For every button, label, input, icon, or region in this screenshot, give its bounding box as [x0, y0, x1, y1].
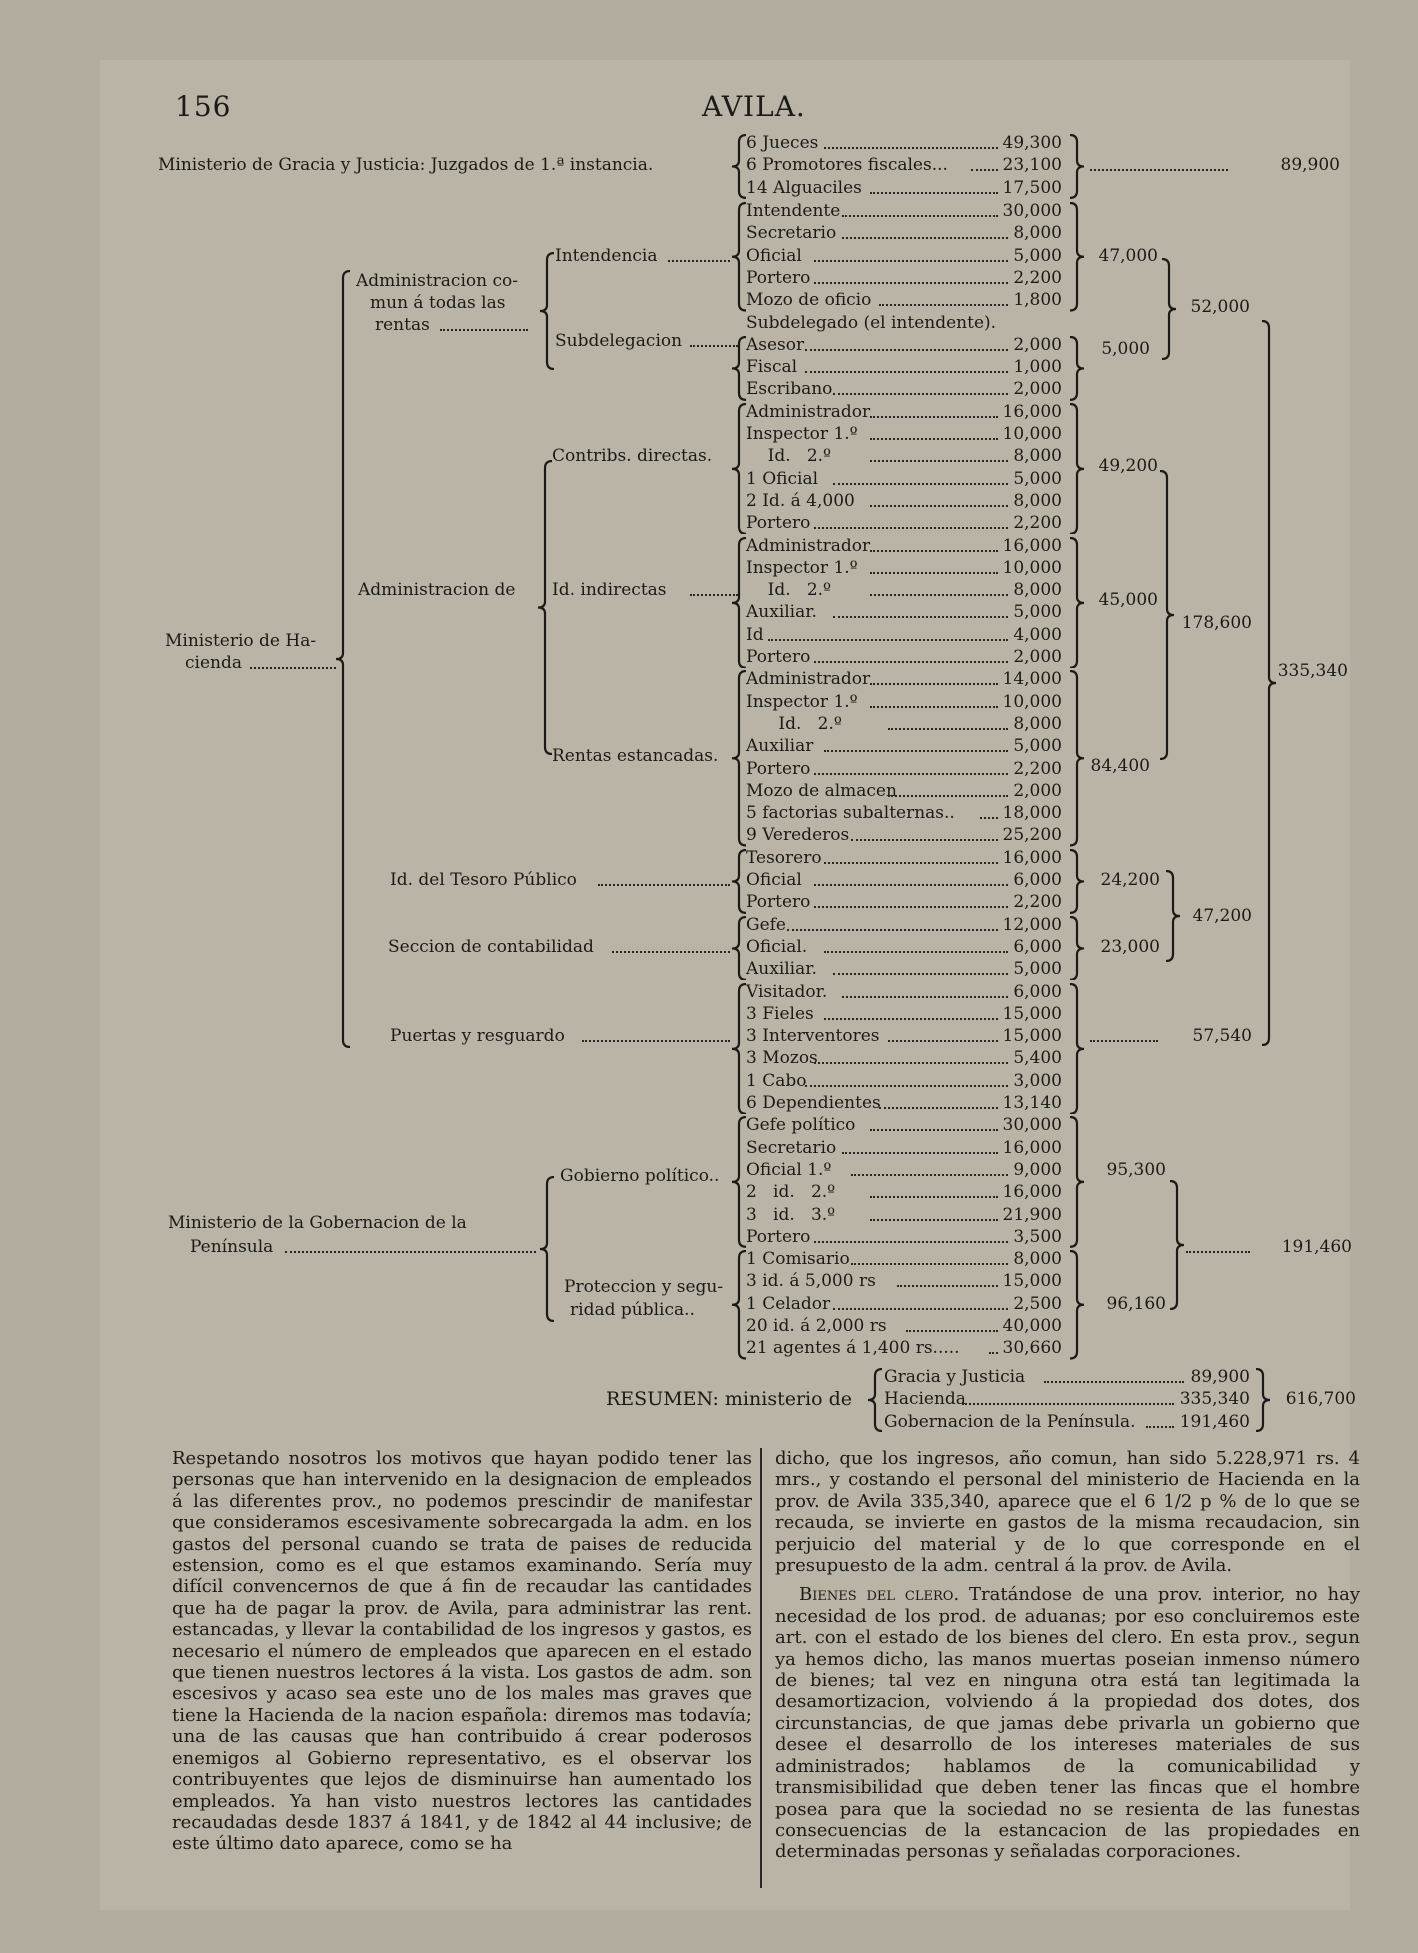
directas-row-label: Portero [746, 513, 811, 534]
tesoro-row-value: 16,000 [1002, 847, 1062, 868]
puertas-row-leader [879, 1107, 998, 1109]
estancadas-row-value: 10,000 [1002, 691, 1062, 712]
contabilidad-row-close-brace [1070, 916, 1086, 981]
directas-row-leader [833, 483, 1008, 485]
resumen-row-label: Gracia y Justicia [884, 1367, 1026, 1387]
directas-row-label: Inspector 1.º [746, 424, 858, 444]
estancadas-row-value: 25,200 [1002, 825, 1062, 846]
proteccion-row-label: 21 agentes á 1,400 rs..... [746, 1338, 960, 1359]
proteccion-subtotal: 96,160 [1106, 1293, 1166, 1314]
estancadas-row-leader [824, 750, 1008, 752]
directas-row-leader [870, 416, 998, 418]
comun-total: 52,000 [1190, 297, 1250, 317]
puertas-row-label: 3 Interventores [746, 1026, 880, 1047]
estancadas-row-value: 2,000 [1013, 780, 1062, 801]
leader-dots [1090, 1040, 1158, 1042]
comun-brace [1162, 258, 1178, 360]
politico-row-open-brace [732, 1116, 748, 1248]
politico-row-leader [870, 1129, 998, 1131]
gracia-label: Ministerio de Gracia y Justicia: Juzgados de 1.ª instancia. [158, 155, 654, 176]
proteccion-row-label: 20 id. á 2,000 rs [746, 1316, 887, 1336]
politico-row-value: 16,000 [1002, 1182, 1062, 1203]
estancadas-row-open-brace [732, 670, 748, 846]
right-paragraph-1: dicho, que los ingresos, año comun, han sido 5.228,971 rs. 4 mrs., y costando el personal del ministerio de Hacienda en la prov. de Avila 335,340, aparece que el 6 1/2 p % de lo que se recauda, se invierte en gastos de la misma recaudacion, sin perjuicio del material y de lo que corresponde en el presupuesto de la adm. central á la prov. de Avila. [775, 1448, 1360, 1577]
estancadas-row-value: 14,000 [1002, 669, 1062, 690]
subdelegacion-row-value: 2,000 [1013, 379, 1062, 400]
contabilidad-label: Seccion de contabilidad [388, 936, 594, 957]
proteccion-row-value: 30,660 [1002, 1338, 1062, 1359]
puertas-row-value: 15,000 [1002, 1003, 1062, 1024]
subdelegacion-row-label: Fiscal [746, 357, 798, 378]
leader-dots [598, 884, 730, 886]
subdelegacion-row-value: 2,000 [1013, 334, 1062, 355]
section-heading: Bienes del clero. [799, 1584, 960, 1606]
tesoro-row-leader [824, 862, 998, 864]
directas-subtotal: 49,200 [1098, 456, 1158, 477]
tesoro-row-value: 2,200 [1013, 892, 1062, 913]
intendencia-row-value: 2,200 [1013, 267, 1062, 288]
subdelegacion-row-value: 1,000 [1013, 357, 1062, 378]
gracia-row-leader [824, 147, 998, 149]
leader-dots [440, 329, 528, 331]
resumen-total: 616,700 [1285, 1389, 1356, 1409]
gobernacion-label: Ministerio de la Gobernacion de la [168, 1213, 467, 1233]
gobernacion-total: 191,460 [1281, 1237, 1352, 1257]
politico-row-value: 9,000 [1013, 1159, 1062, 1180]
puertas-label: Puertas y resguardo [390, 1026, 565, 1047]
politico-row-leader [842, 1152, 998, 1154]
gracia-leader [1090, 169, 1228, 171]
leader-dots [582, 1040, 730, 1042]
right-paragraph-2 [775, 1584, 1360, 1862]
puertas-row-label: 6 Dependientes [746, 1093, 881, 1113]
hacienda-total: 335,340 [1277, 661, 1348, 681]
politico-row-leader [814, 1241, 1008, 1243]
puertas-row-label: 3 Mozos [746, 1048, 818, 1069]
intendencia-row-value: 5,000 [1013, 245, 1062, 266]
resumen-row-value: 89,900 [1190, 1367, 1250, 1387]
subdelegacion-label: Subdelegacion [555, 330, 683, 351]
estancadas-row-leader [870, 683, 998, 685]
gracia-row-value: 23,100 [1002, 155, 1062, 176]
gracia-row-label: 14 Alguaciles [746, 177, 862, 198]
right-column [775, 1448, 1360, 1863]
politico-row-label: Secretario [746, 1137, 837, 1158]
estancadas-row-label: Portero [746, 758, 811, 779]
politico-row-label: Oficial 1.º [746, 1159, 832, 1180]
indirectas-row-value: 2,000 [1013, 647, 1062, 667]
directas-row-label: Administrador [746, 401, 871, 422]
directas-row-leader [814, 527, 1008, 529]
contabilidad-row-label: Oficial. [746, 936, 808, 957]
indirectas-row-leader [814, 661, 1008, 663]
tesoro-row-leader [814, 884, 1008, 886]
resumen-open-brace [868, 1368, 884, 1432]
estancadas-row-label: Auxiliar [746, 736, 814, 757]
indirectas-row-label: Id. 2.º [746, 580, 832, 601]
subdelegacion-note: Subdelegado (el intendente). [746, 312, 997, 333]
proteccion-row-open-brace [732, 1250, 748, 1360]
tesoro-row-label: Tesorero [746, 847, 822, 868]
rentas-group-brace [538, 460, 554, 755]
intendencia-row-leader [814, 260, 1008, 262]
puertas-row-leader [805, 1085, 1008, 1087]
intendencia-row-label: Oficial [746, 245, 802, 266]
gracia-row-close-brace [1070, 134, 1086, 199]
left-paragraph: Respetando nosotros los motivos que hayan podido tener las personas que han intervenido en la designacion de empleados á las diferentes prov., no podemos prescindir de manifestar que consideramos escesivamente sobrecargada la adm. en los gastos del personal cuando se trata de paises de reducida estension, como es el que estamos examinando. Sería muy difícil convencernos de que á fin de recaudar las cantidades que ha de pagar la prov. de Avila, para administrar las rent. estancadas, y llevar la contabilidad de los ingresos y gastos, es necesario el número de empleados que aparecen en el estado que tienen nuestros lectores á la vista. Los gastos de adm. son escesivos y acaso sea este uno de los males mas graves que tiene la Hacienda de la nacion española: diremos mas todavía; una de las causas que han contribuido á crear poderosos enemigos al Gobierno representativo, es el observar los contribuyentes que lejos de disminuirse han aumentado los empleados. Ya han visto nuestros lectores las cantidades recaudadas desde 1837 á 1841, y de 1842 al 44 inclusive; de este último dato aparece, como se ha [172, 1448, 752, 1855]
proteccion-row-label: 3 id. á 5,000 rs [746, 1271, 876, 1292]
leader-dots [690, 594, 738, 596]
politico-row-label: Gefe político [746, 1115, 856, 1136]
intendencia-label: Intendencia [555, 245, 658, 266]
proteccion-row-leader [851, 1263, 1008, 1265]
proteccion-row-close-brace [1070, 1250, 1086, 1360]
rentas-total: 178,600 [1181, 613, 1252, 633]
resumen-leader [1044, 1381, 1184, 1383]
indirectas-row-leader [870, 572, 998, 574]
intendencia-subtotal: 47,000 [1098, 245, 1158, 266]
indirectas-row-label: Administrador [746, 535, 871, 556]
estancadas-row-label: Id. 2.º [746, 713, 842, 734]
directas-row-leader [870, 460, 1008, 462]
indirectas-row-label: Portero [746, 647, 811, 667]
politico-row-value: 21,900 [1002, 1204, 1062, 1225]
tesoro-row-label: Portero [746, 892, 811, 913]
politico-row-close-brace [1070, 1116, 1086, 1248]
indirectas-row-leader [833, 616, 1008, 618]
subdelegacion-row-leader [805, 371, 1008, 373]
directas-row-label: Id. 2.º [746, 446, 832, 467]
intendencia-row-close-brace [1070, 202, 1086, 312]
estancadas-row-leader [851, 839, 998, 841]
tesoro-row-leader [814, 906, 1008, 908]
politico-row-value: 30,000 [1002, 1115, 1062, 1136]
politico-subtotal: 95,300 [1106, 1159, 1166, 1180]
resumen-row-value: 335,340 [1179, 1389, 1250, 1410]
gobernacion-label: Península [190, 1237, 274, 1257]
estancadas-row-leader [888, 795, 1008, 797]
estancadas-row-leader [814, 773, 1008, 775]
puertas-row-value: 3,000 [1013, 1070, 1062, 1091]
estancadas-row-value: 18,000 [1002, 803, 1062, 824]
intendencia-row-label: Intendente [746, 201, 841, 221]
directas-row-close-brace [1070, 403, 1086, 535]
intendencia-row-label: Secretario [746, 223, 837, 244]
proteccion-row-label: 1 Comisario [746, 1249, 850, 1270]
indirectas-row-leader [870, 594, 1008, 596]
contabilidad-row-value: 12,000 [1002, 914, 1062, 935]
proteccion-row-leader [989, 1352, 998, 1354]
tesoro-subtotal: 24,200 [1100, 870, 1160, 890]
intendencia-row-value: 8,000 [1013, 223, 1062, 244]
politico-row-leader [870, 1219, 998, 1221]
resumen-label: RESUMEN: ministerio de [606, 1388, 852, 1410]
puertas-row-label: Visitador. [746, 981, 828, 1002]
tesoro-row-value: 6,000 [1013, 870, 1062, 890]
puertas-row-leader [888, 1040, 998, 1042]
contabilidad-row-leader [824, 951, 1008, 953]
estancadas-row-leader [888, 728, 1008, 730]
tesoro-contab-total: 47,200 [1192, 906, 1252, 926]
proteccion-row-leader [833, 1308, 1008, 1310]
intendencia-row-leader [842, 215, 998, 217]
leader-dots [250, 667, 336, 669]
contabilidad-row-leader [833, 973, 1008, 975]
leader-dots [612, 951, 730, 953]
tesoro-row-close-brace [1070, 849, 1086, 914]
subdelegacion-row-leader [833, 393, 1008, 395]
puertas-row-leader [814, 1062, 1008, 1064]
gracia-row-label: 6 Promotores fiscales... [746, 155, 948, 176]
proteccion-label: ridad pública.. [570, 1299, 695, 1320]
politico-row-label: 3 id. 3.º [746, 1204, 836, 1225]
contabilidad-subtotal: 23,000 [1100, 936, 1160, 957]
hacienda-label: Ministerio de Ha- [165, 631, 317, 651]
proteccion-row-value: 40,000 [1002, 1316, 1062, 1336]
group-a-label: rentas [375, 315, 430, 335]
politico-label: Gobierno político.. [560, 1165, 720, 1186]
indirectas-row-leader [870, 550, 998, 552]
page-title: AVILA. [702, 90, 806, 123]
directas-row-value: 2,200 [1013, 513, 1062, 534]
gracia-row-leader [870, 192, 998, 194]
tesoro-row-open-brace [732, 849, 748, 914]
group-a-label: mun á todas las [370, 293, 506, 313]
right-paragraph-2-text: Tratándose de una prov. interior, no hay necesidad de los prod. de aduanas; por eso concluiremos este art. con el estado de los bienes del clero. En esta prov., segun ya hemos dicho, las manos muertas poseian inmenso número de bienes; tal vez en ninguna otra está tan legitimada la desamortizacion, volviendo á la propiedad dos dotes, dos circunstancias, de que jamas debe privarla un gobierno que desee el desarrollo de los intereses materiales de sus administrados; hablamos de la comunicabilidad y transmisibilidad que deben tener las fincas que el hombre posea para que la sociedad no se resienta de las funestas consecuencias de la estancacion de las propiedades en determinadas personas y señaladas corporaciones. [775, 1584, 1360, 1863]
hacienda-inner-brace [336, 270, 352, 1048]
indirectas-row-leader [768, 639, 1008, 641]
directas-row-value: 8,000 [1013, 490, 1062, 511]
politico-row-leader [870, 1196, 998, 1198]
intendencia-row-label: Portero [746, 267, 811, 288]
proteccion-row-value: 15,000 [1002, 1271, 1062, 1292]
resumen-leader [962, 1403, 1174, 1405]
proteccion-row-value: 8,000 [1013, 1249, 1062, 1270]
estancadas-row-label: Administrador [746, 669, 871, 690]
indirectas-row-value: 8,000 [1013, 580, 1062, 601]
puertas-row-close-brace [1070, 983, 1086, 1115]
resumen-row-label: Gobernacion de la Península. [884, 1411, 1136, 1432]
directas-row-label: 2 Id. á 4,000 [746, 490, 855, 511]
contabilidad-row-value: 6,000 [1013, 936, 1062, 957]
resumen-leader [1146, 1426, 1174, 1428]
politico-row-leader [851, 1174, 1008, 1176]
puertas-row-leader [824, 1018, 998, 1020]
leader-dots [285, 1251, 536, 1253]
rentas-total-brace [1160, 470, 1176, 760]
proteccion-row-leader [906, 1330, 998, 1332]
subdelegacion-subtotal: 5,000 [1101, 338, 1150, 359]
estancadas-row-leader [980, 817, 998, 819]
directas-row-label: 1 Oficial [746, 468, 819, 489]
directas-label: Contribs. directas. [552, 446, 713, 467]
hacienda-label: cienda [185, 653, 242, 673]
gracia-row-value: 17,500 [1002, 177, 1062, 198]
puertas-row-open-brace [732, 983, 748, 1115]
resumen-close-brace [1256, 1368, 1272, 1432]
indirectas-label: Id. indirectas [552, 580, 667, 601]
group-b-label: Administracion de [358, 580, 516, 601]
intendencia-subdelegacion-brace [540, 252, 556, 370]
directas-row-value: 5,000 [1013, 468, 1062, 489]
contabilidad-row-leader [787, 929, 998, 931]
group-a-label: Administracion co- [356, 271, 518, 291]
indirectas-subtotal: 45,000 [1098, 590, 1158, 611]
subdelegacion-row-close-brace [1070, 336, 1086, 401]
indirectas-row-value: 5,000 [1013, 602, 1062, 623]
estancadas-row-label: 9 Verederos [746, 825, 850, 846]
estancadas-row-value: 5,000 [1013, 736, 1062, 757]
indirectas-row-close-brace [1070, 537, 1086, 669]
intendencia-row-value: 30,000 [1002, 201, 1062, 221]
intendencia-row-leader [879, 304, 1008, 306]
puertas-row-value: 15,000 [1002, 1026, 1062, 1047]
puertas-subtotal: 57,540 [1192, 1026, 1252, 1047]
estancadas-row-label: 5 factorias subalternas.. [746, 803, 955, 824]
estancadas-row-value: 2,200 [1013, 758, 1062, 779]
indirectas-row-value: 10,000 [1002, 557, 1062, 578]
column-divider [760, 1448, 762, 1888]
intendencia-row-open-brace [732, 202, 748, 312]
gracia-row-value: 49,300 [1002, 133, 1062, 153]
subdelegacion-row-label: Escribano [746, 379, 833, 400]
leader-dots [668, 260, 730, 262]
hacienda-total-brace [1262, 320, 1278, 1046]
proteccion-row-label: 1 Celador [746, 1293, 831, 1314]
intendencia-row-value: 1,800 [1013, 290, 1062, 311]
gracia-row-leader [971, 169, 998, 171]
indirectas-row-label: Id [746, 624, 764, 645]
directas-row-leader [870, 505, 1008, 507]
politico-row-value: 16,000 [1002, 1137, 1062, 1158]
directas-row-open-brace [732, 403, 748, 535]
leader-dots [690, 345, 738, 347]
estancadas-row-value: 8,000 [1013, 713, 1062, 734]
estancadas-label: Rentas estancadas. [552, 746, 719, 767]
directas-row-value: 16,000 [1002, 401, 1062, 422]
estancadas-row-leader [870, 706, 998, 708]
gobernacion-total-brace [1170, 1180, 1186, 1310]
puertas-row-label: 3 Fieles [746, 1003, 814, 1024]
politico-row-value: 3,500 [1013, 1226, 1062, 1247]
resumen-row-label: Hacienda [884, 1389, 966, 1410]
gobernacion-inner-brace [540, 1176, 556, 1322]
indirectas-row-label: Auxiliar. [746, 602, 817, 623]
page-number: 156 [175, 90, 232, 123]
estancadas-row-close-brace [1070, 670, 1086, 846]
contabilidad-row-value: 5,000 [1013, 959, 1062, 980]
gracia-row-open-brace [732, 134, 748, 199]
leader-dots [1186, 1251, 1250, 1253]
proteccion-label: Proteccion y segu- [564, 1277, 724, 1298]
indirectas-row-open-brace [732, 537, 748, 669]
contabilidad-row-open-brace [732, 916, 748, 981]
directas-row-leader [870, 438, 998, 440]
estancadas-row-label: Inspector 1.º [746, 691, 858, 712]
resumen-row-value: 191,460 [1179, 1411, 1250, 1432]
indirectas-row-label: Inspector 1.º [746, 557, 858, 578]
intendencia-row-leader [842, 237, 1008, 239]
directas-row-value: 8,000 [1013, 446, 1062, 467]
indirectas-row-value: 4,000 [1013, 624, 1062, 645]
contabilidad-row-label: Gefe [746, 914, 786, 935]
contabilidad-row-label: Auxiliar. [746, 959, 817, 980]
tesoro-label: Id. del Tesoro Público [390, 870, 577, 890]
intendencia-row-leader [814, 282, 1008, 284]
subdelegacion-row-leader [805, 349, 1008, 351]
puertas-row-value: 6,000 [1013, 981, 1062, 1002]
estancadas-subtotal: 84,400 [1090, 756, 1150, 777]
politico-row-label: 2 id. 2.º [746, 1182, 836, 1203]
gracia-total: 89,900 [1280, 155, 1340, 176]
tesoro-row-label: Oficial [746, 870, 802, 890]
directas-row-value: 10,000 [1002, 424, 1062, 444]
intendencia-row-label: Mozo de oficio [746, 290, 872, 311]
puertas-row-value: 13,140 [1002, 1093, 1062, 1113]
puertas-row-leader [842, 996, 1008, 998]
proteccion-row-leader [897, 1285, 998, 1287]
subdelegacion-row-label: Asesor [746, 334, 805, 355]
proteccion-row-value: 2,500 [1013, 1293, 1062, 1314]
politico-row-label: Portero [746, 1226, 811, 1247]
estancadas-row-label: Mozo de almacen [746, 780, 897, 801]
gracia-row-label: 6 Jueces [746, 133, 819, 153]
left-column [172, 1448, 752, 1855]
tesoro-contab-brace [1166, 870, 1182, 962]
puertas-row-value: 5,400 [1013, 1048, 1062, 1069]
puertas-row-label: 1 Cabo [746, 1070, 807, 1091]
indirectas-row-value: 16,000 [1002, 535, 1062, 556]
